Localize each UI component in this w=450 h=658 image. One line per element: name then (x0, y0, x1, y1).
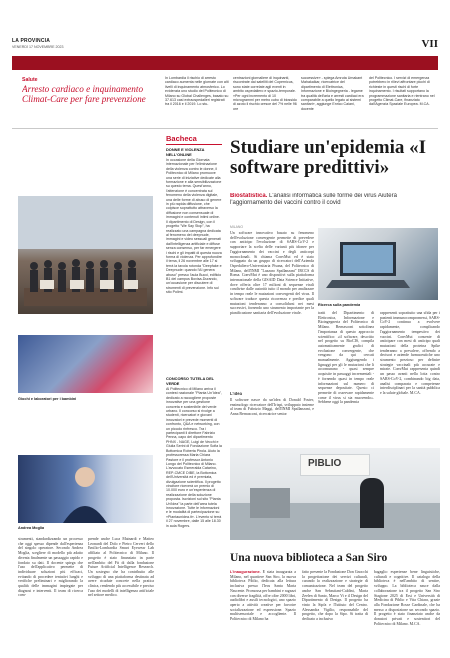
main-subheadline (230, 193, 440, 207)
article-column-left-1: strumenti, standardizzando un processo che oggi spesso dipende dall'esperienza del singolo operatore. Secondo Andrea Moglia, scegliere di modello più adatto diventa finalmente un passaggio rapido e fondato su dati. Il docente spiega che l'uso dell'applicativo permette di individuare soluzioni più efficaci, evitando di procedere tentativi lunghi e verifiche preliminari e migliorando la qualità delle immagini impiegate per diagnosi e interventi. Il team di ricerca com- (18, 537, 83, 598)
people-illustration (24, 248, 147, 306)
portrait-illustration (18, 455, 153, 523)
library-sign: PIBLIO (308, 458, 342, 469)
library-column-1 (230, 570, 296, 655)
library-photo (230, 448, 440, 540)
photo-caption-portrait: Andrea Moglia (18, 526, 45, 530)
laptop-illustration (318, 228, 438, 300)
section-label-salute: Salute (22, 77, 38, 83)
section-color-bar (12, 56, 438, 70)
publication-name: LA PROVINCIA (12, 38, 51, 44)
lab-photo (318, 228, 438, 300)
main-kicker: Biostatistica. (230, 193, 268, 199)
bacheca-rule (166, 144, 222, 145)
main-headline: Studiare un'epidemia «I software predittivi» (230, 138, 427, 178)
main-column-1b: Il software nasce da un'idea di Donald Foster, enzimologo ricercatore dell'Irispi, sviluppato insieme al team di Fabrizio Maggi, dell'INMI Spallanzani, e Anna Bernasconi, ricercatrice senior (230, 398, 314, 417)
bacheca-heading-2: CONCORSO TUTELA DEL VERDE (166, 377, 214, 386)
children-lab-photo (18, 335, 153, 393)
salute-column-4: del Politecnico. I servizi di emergenza potrebbero in rilievi affrontare picchi di richieste in questi rischi di forte inquinamento. I risultati supportano la programmazione sanitaria e rientrano nel progetto Climat-Care, finanziato dall'Agenzia Spaziale Europea. M.CA. (369, 76, 435, 107)
portrait-photo (18, 455, 153, 523)
issue-date: VENERDÌ 17 NOVEMBRE 2023 (12, 45, 64, 49)
article-column-left-2: prende anche Luca Mainardi e Matteo Leonardi del Dolo e Pietro Cerveri dello Emilio-Lombardia Smart Eyewear Lab affiliato al Politecnico di Milano. Il progetto è stato finanziato in parte nell'ambito del Fit di dalla fondazione Future Artificial Intelligence Research. Un sostegno che ha contribuito alle sviluppo di una piattaforma destinata ad avere ricadute concrete nella pratica clinica, rendendo più accessibile e preciso l'uso dei modelli di intelligenza artificiale nel settore medico. (88, 537, 154, 598)
library-column-3: bagaglio esperienze bene linguistiche, culturali e cognitive. Il catalogo della biblioteca è nell'ambito di sentire, sviluppo. La biblioteca nasce dalla collaborazione tra il progetto San Siro Stagione 2025 di Ersi e Università di Medicina di Piblio e Vita Chiara, grazie alla Fondazione Rosse Cardinale, che ha messo a disposizione un secondo spazio. Il progetto è stato finanziato anche da donatori privati e sostenitori del Politecnico di Milano. M.CA. (374, 570, 440, 626)
main-column-3: rappresenti soprattutto una sfida per i pazienti immunocompromessi, SARS-CoV-2 continua a evolvere rapidamente, complicando l'aggiornamento tempestivo dei vaccini. ConvMut consente di anticipare con mesi di anticipo quali mutazioni della proteina Spike tenderanno a prevalere, offrendo a decisori e aziende farmaceutiche uno strumento prezioso per definire strategie vaccinali più accurate e mirate. ConvMut rappresenta quindi un passo avanti nella lotta contro SARS-CoV-2, combinando big data, analisi comparata e competenze interdisciplinari per la sanità pubblica e la salute globale. M.CA. (380, 311, 440, 395)
main-sub-text: L'analisi informatica sulle forme dei virus Aiuterà l'aggiornamento dei vaccini contro il covid (230, 193, 397, 207)
salute-headline: Arresto cardiaco e inquinamento Climat-Care per fare prevenzione (22, 84, 146, 105)
photo-caption-children: Giochi e laboratori per i bambini (18, 397, 77, 401)
library-column-2: fatto presente la Fondazione Don Gnocchi la progettazione dei servizi culturali, curando la realizzazione e strategie di comunicazione. Nel team del progetto anche San Sebastiani-Caldini, Maria Zeelen di Santo, Marco Vi e il Design del Dipartimento di Design. Il progetto ha vinto la Sipfa e l'Istituto del Centro. Alessandra Vigilio, responsabile del progetto, che dopo la Sipo. Si tratta di dedicato a inclusivo (302, 570, 368, 622)
group-photo (18, 196, 153, 314)
page-number: VII (421, 38, 438, 50)
bacheca-title: Bacheca (166, 134, 197, 143)
library-column-1-text: È stata inaugurata a Milano, nel quartiere San Siro, la nuova biblioteca Piblio, dedicata alla lettura inclusiva presso l'Ieos Santa Maria Nascente. Promossa per bambini e ragazzi con diverse fragilità, offre oltre 2000 libri, audiolibri e ausili tecnologici, uno spazio aperto a attività creative per favorire socializzazione ed espressione. Spazio multisensoriale e accogliente. Il Politecnico di Milano ha (230, 570, 296, 622)
library-kicker: L'inaugurazione. (230, 570, 261, 574)
library-headline: Una nuova biblioteca a San Siro (230, 552, 388, 564)
bacheca-text-2: Al Politecnico di Milano arriva il contest nazionale "Pianta Un'Idea", dedicato a raccogliere proposte innovative per una gestione concreta e sostenibile del verde urbano. Il concorso si rivolge a studenti, ricercatori e giovani innovatori e prevede momenti di confronto, Q&A e networking, con un piccolo rinfresco. Tra i partecipanti il direttore Fabrizio Penna, capo del dipartimento PHNX - NAGE, Luigi de Vecchi e Giulia Serini di Fondazione Sofia la Bottomica Roberta Pirola. Aiuto la professoressa Maria Chiara Pastore e il professor Antonio Longo del Politecnico di Milano. L'avvocato Esmeralda Catarino, REP-CMCE DIBE, la Bottomica dell'Università ed è premiata, divulgazione scientifica. Il progetto vincitore riceverà un premio di 10.000 euro e un'esperienza di realizzazione della soluzione proposta. Iscrizioni sul sito "Pianta Un'Idea" la parte dell'area tutela innovazione. Tutte le informazioni e le modalità di partecipazione su «Piantaunidea.it». L'evento si terrà il 27 novembre, dalle 15 alle 18.30 in aula Rogers. (166, 387, 222, 528)
photo-caption-research: Ricerca sulla pandemia (318, 303, 361, 307)
bacheca-heading-1: DONNE E VIOLENZA NELL'ONLINE (166, 148, 205, 157)
salute-column-1: In Lombardia il rischio di arresto cardiaco aumenta nelle giornate con alti livelli di inquinamento atmosferico. Lo evidenzia uno studio del Politecnico di Milano su Global Challenges, basato su 37.613 casi extraospedalieri registrati tra il 2016 e il 2019. Lo stu- (165, 76, 229, 107)
salute-column-3: successive» - spiega Amruta Umakant Mahakalkar, ricercatrice del dipartimento di Elettronica, Informazione e Bioingegneria - legame tra qualità dell'aria e arresti cardiaci era comparabile a quello legato ai sistemi sanitari», aggiunge Enrico Caiani, docente (301, 76, 364, 111)
main-column-2: tratti del Dipartimento di Elettronica, Informazione e Bioingegneria del Politecnico di Milano. Bernasconi sottolinea l'importanza di questo approccio scientifico: «il software, descritto nel progetto su BioCIS, compila automaticamente grafici di evoluzione convergente, che vengono da qui cercati manualmente. Aggiungendo i lignaggi per gli le mutazioni che li accomunano - quasi sempre acquisite in passaggi incrementali - è fornendo quasi in tempo reale informazioni sul numero di sequenze depositate. Questo ci permette di osservare rapidamente come il virus si sta muovendo». Sebbene oggi la pandemia (318, 311, 374, 405)
salute-column-2: centrazioni giornaliere di inquinanti, riscontrate dai satelliti del Copernicus, sono state correlate agli eventi in ambito ospedaliero e spazio-temporale. «Per ogni incremento di 10 microgrammi per metro cubo di biossido di azoto il rischio cresce del 7% nelle 96 ore (233, 76, 297, 111)
divider (12, 128, 438, 129)
bacheca-text-1: In occasione della Giornata internazionale per l'eliminazione della violenza contro le donne, il Politecnico di Milano promuove una serie di iniziative dedicate alla formazione e alla sensibilizzazione su questo tema. Quest'anno, l'attenzione è concentrata sul fenomeno della violenza digitale, una delle forme di abuso di genere in più rapida diffusione, che colpisce soprattutto attraverso la diffusione non consensuale di immagini e contenuti intimi online. Il dipartimento di Design, con il progetto "We Say Stop", ha realizzato una campagna dedicata al fenomeno del deepnude, immagini e video sessuali generati dall'intelligenza artificiale e diffuse senza consenso, per far emergere i rischi e gli impatti di questa nuova forma di violenza. Per approfondire il tema, il 26 novembre alle 17 si terrà la tavola rotonda "Deepfake e Deepnude: quando l'AI genera abuso" presso l'aula Bucci, edificio B1 del campus Bovisa-Durando, un'occasione per discutere di strumenti di prevenzione. Info sul sito Polimi. (166, 158, 222, 295)
main-subhead: L'idea (230, 392, 242, 396)
main-column-1: Un software innovativo basato su fenomeno dell'evoluzione convergente permette di prevedere con anticipo l'evoluzione di SARS-CoV-2 e supportare la scelta delle varianti più idonee per l'aggiornamento dei vaccini e degli anticorpi monoclonali. Si chiama ConvMut ed è stato sviluppato da un gruppo di ricercatori dell'Azienda Ospedaliero-Universitaria Pisana, del Politecnico di Milano, dell'INMI "Lazzaro Spallanzani" IRCCS di Roma. ConvMut è uno dispositivi sulla piattaforma internazionale della GISAID Data Science Initiative, dove offerta oltre 17 milioni di sequenze virali condivise dalle autorità tutto il mondo per analizzare in tempo reale le mutazioni convergenti del virus. Il software traduce questa ricorrenza e predice quali mutazioni tenderanno a consolidarsi nei mesi successivi, fornendo uno strumento importante per la pianificazione sanitaria dell'evoluzione virale. (230, 231, 314, 315)
byline: MILANO (230, 225, 243, 229)
